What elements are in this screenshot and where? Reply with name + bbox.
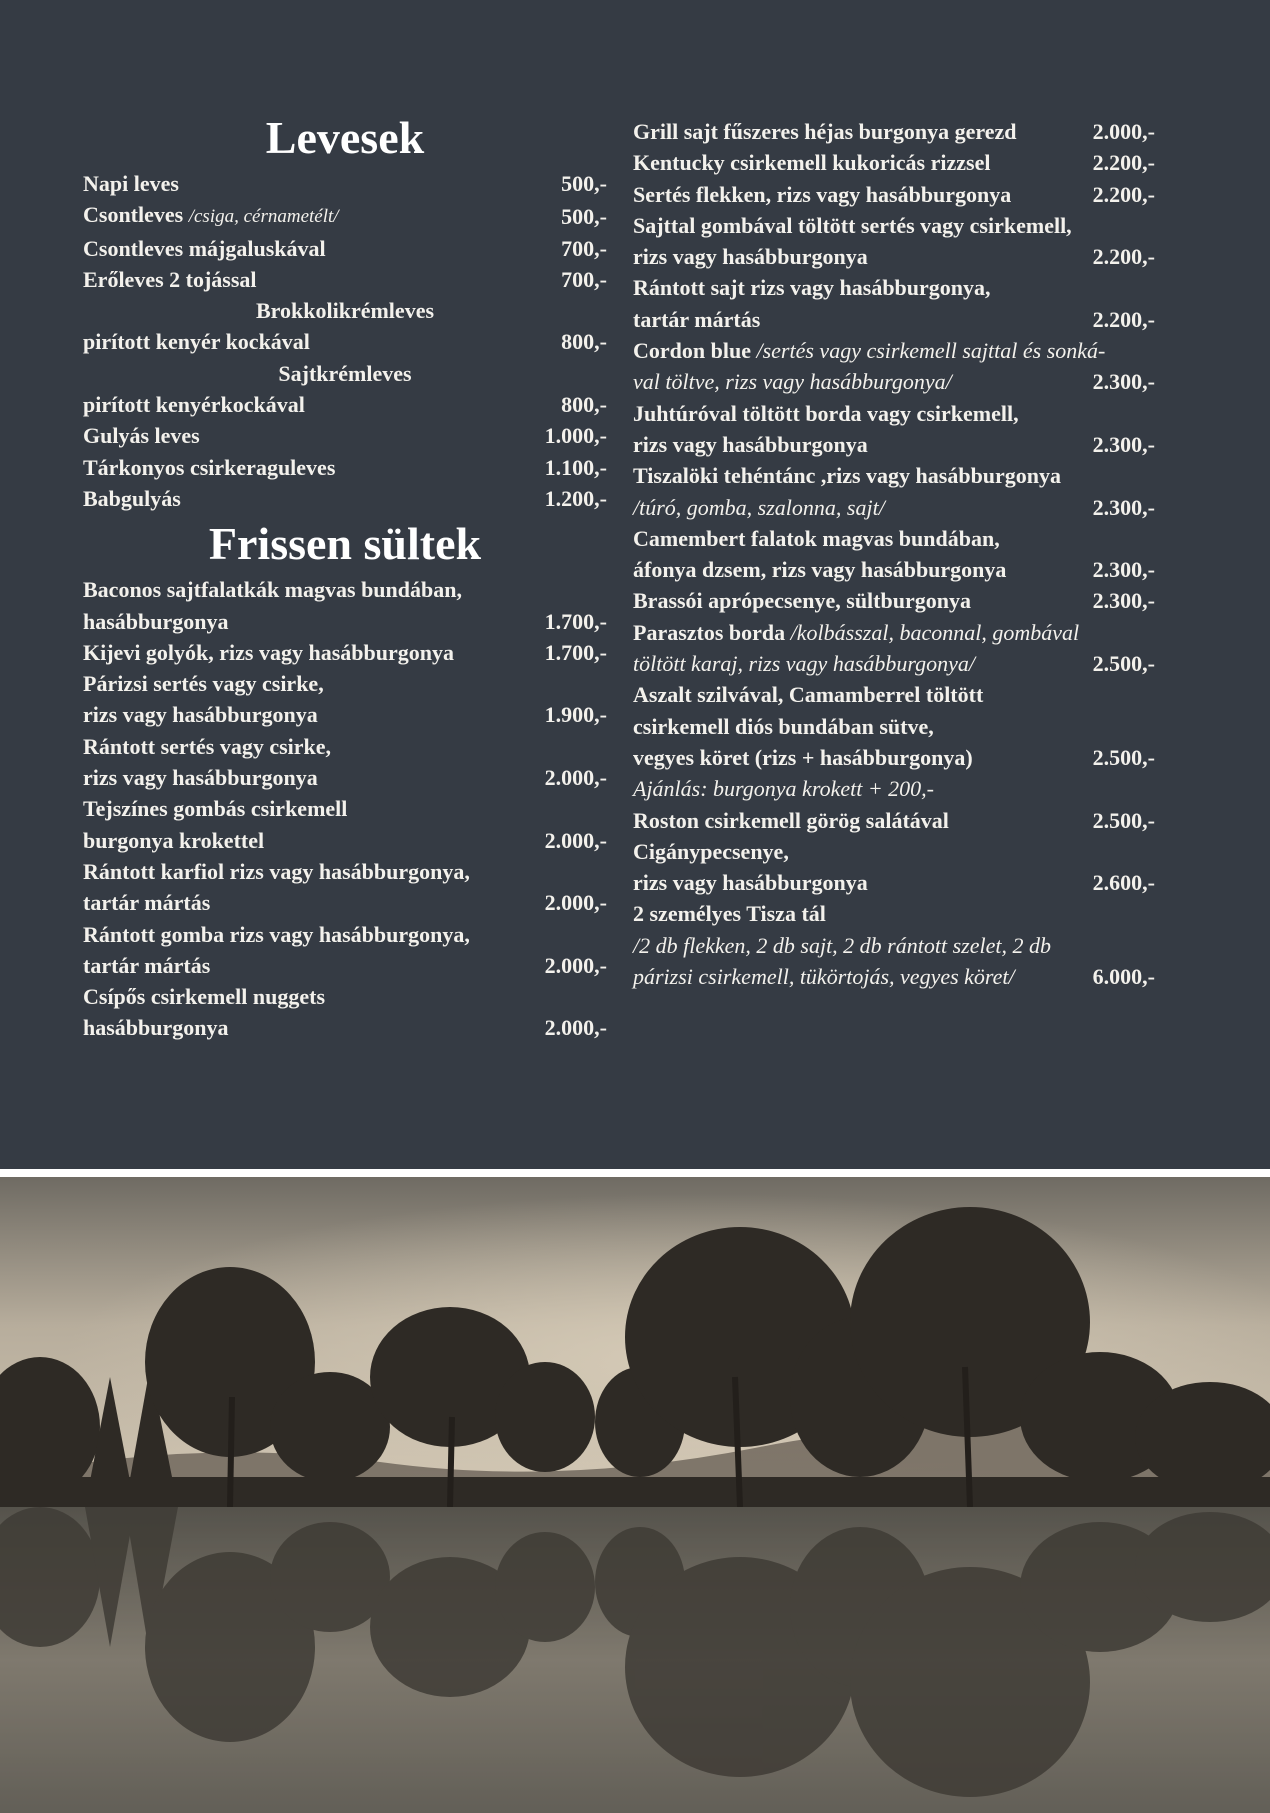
item-name: Roston csirkemell görög salátával	[633, 807, 949, 833]
item-name: Brassói aprópecsenye, sültburgonya	[633, 588, 971, 614]
item-note: /kolbásszal, baconnal, gombával	[785, 619, 1080, 645]
item-price: 700,-	[561, 266, 607, 292]
item-name: Csontleves májgaluskával	[83, 235, 326, 261]
menu-item	[633, 492, 1155, 523]
item-line	[633, 617, 1155, 648]
item-note: val töltve, rizs vagy hasábburgonya/	[633, 369, 952, 395]
item-note: /2 db flekken, 2 db sajt, 2 db rántott szelet, 2 db	[633, 932, 1051, 958]
item-name: hasábburgonya	[83, 608, 229, 634]
item-price: 2.500,-	[1092, 744, 1155, 770]
item-name: Gulyás leves	[83, 423, 200, 449]
item-note: töltött karaj, rizs vagy hasábburgonya/	[633, 651, 976, 677]
item-name: tartár mártás	[633, 306, 761, 332]
item-name: Csontleves	[83, 202, 184, 228]
item-title: Brokkolikrémleves	[255, 298, 435, 324]
menu-item	[83, 199, 607, 232]
item-line	[633, 335, 1155, 366]
menu-item	[83, 233, 607, 264]
menu-item	[633, 585, 1155, 616]
menu-item	[83, 887, 607, 918]
item-name: pirított kenyér kockával	[83, 329, 310, 355]
item-line: 2 személyes Tisza tál	[633, 901, 826, 927]
item-name: Kentucky csirkemell kukoricás rizzsel	[633, 150, 991, 176]
menu-item	[633, 116, 1155, 147]
item-name: burgonya krokettel	[83, 827, 265, 853]
item-line: Rántott karfiol rizs vagy hasábburgonya,	[83, 858, 470, 884]
item-price: 2.000,-	[1092, 119, 1155, 144]
item-price: 2.000,-	[544, 827, 607, 853]
item-line: Rántott gomba rizs vagy hasábburgonya,	[83, 921, 470, 947]
item-name: Erőleves 2 tojással	[83, 266, 257, 292]
item-price: 500,-	[561, 204, 607, 230]
item-line: Sajttal gombával töltött sertés vagy csirkemell,	[633, 212, 1072, 238]
item-line: Aszalt szilvával, Camamberrel töltött	[633, 682, 984, 708]
item-name: rizs vagy hasábburgonya	[633, 431, 868, 457]
item-price: 800,-	[561, 329, 607, 355]
item-price: 2.200,-	[1092, 306, 1155, 332]
menu-item	[83, 264, 607, 295]
menu-item	[633, 241, 1155, 272]
item-line: Cigánypecsenye,	[633, 838, 789, 864]
item-line: Csípős csirkemell nuggets	[83, 984, 325, 1010]
item-price: 2.300,-	[1092, 369, 1155, 395]
menu-item	[83, 606, 607, 637]
item-price: 2.200,-	[1092, 150, 1155, 176]
item-name: Babgulyás	[83, 485, 181, 511]
menu-item	[633, 366, 1155, 397]
menu-item	[83, 326, 607, 357]
item-line: Camembert falatok magvas bundában,	[633, 525, 1000, 551]
menu-item	[633, 179, 1155, 210]
item-line: Tiszalöki tehéntánc ,rizs vagy hasábburgonya	[633, 463, 1062, 489]
item-name: áfonya dzsem, rizs vagy hasábburgonya	[633, 557, 1007, 583]
item-price: 1.100,-	[544, 454, 607, 480]
item-name: Tárkonyos csirkeraguleves	[83, 454, 336, 480]
menu-item	[633, 742, 1155, 773]
item-price: 700,-	[561, 235, 607, 261]
item-note: /sertés vagy csirkemell sajttal és sonká-	[750, 338, 1106, 364]
fried-heading: Frissen sültek	[208, 518, 482, 570]
item-name: tartár mártás	[83, 890, 211, 916]
menu-item	[633, 961, 1155, 992]
item-note: párizsi csirkemell, tükörtojás, vegyes köret/	[633, 964, 1015, 990]
menu-item	[633, 867, 1155, 898]
item-line: Rántott sajt rizs vagy hasábburgonya,	[633, 275, 991, 301]
item-price: 2.300,-	[1092, 431, 1155, 457]
item-price: 2.500,-	[1092, 807, 1155, 833]
menu-item	[633, 554, 1155, 585]
menu-item	[83, 950, 607, 981]
menu-item	[83, 699, 607, 730]
item-price: 1.900,-	[544, 702, 607, 728]
item-name: Grill sajt fűszeres héjas burgonya gerezd	[633, 119, 1017, 144]
item-name: rizs vagy hasábburgonya	[633, 870, 868, 896]
item-name: rizs vagy hasábburgonya	[633, 244, 868, 270]
item-price: 1.700,-	[544, 639, 607, 665]
item-price: 2.300,-	[1092, 494, 1155, 520]
item-price: 2.000,-	[544, 1015, 607, 1041]
item-price: 2.600,-	[1092, 870, 1155, 896]
menu-item	[83, 762, 607, 793]
item-price: 2.000,-	[544, 890, 607, 916]
item-price: 500,-	[561, 171, 607, 196]
item-price: 1.200,-	[544, 485, 607, 511]
item-line: Párizsi sertés vagy csirke,	[83, 671, 324, 697]
item-note: /túró, gomba, szalonna, sajt/	[633, 494, 885, 520]
menu-item	[633, 429, 1155, 460]
item-name: hasábburgonya	[83, 1015, 229, 1041]
item-line: Tejszínes gombás csirkemell	[83, 796, 348, 822]
item-title: Sajtkrémleves	[278, 360, 412, 386]
item-name: Parasztos borda	[633, 619, 786, 645]
item-price: 2.000,-	[544, 765, 607, 791]
right-column	[633, 116, 1155, 992]
item-price: 2.500,-	[1092, 651, 1155, 677]
menu-item	[633, 304, 1155, 335]
item-price: 800,-	[561, 392, 607, 418]
item-name: Sertés flekken, rizs vagy hasábburgonya	[633, 181, 1012, 207]
menu-item	[83, 452, 607, 483]
item-price: 1.700,-	[544, 608, 607, 634]
item-price: 2.300,-	[1092, 588, 1155, 614]
item-name: rizs vagy hasábburgonya	[83, 765, 318, 791]
item-price: 2.300,-	[1092, 557, 1155, 583]
recommendation-note: Ajánlás: burgonya krokett + 200,-	[633, 776, 934, 802]
item-line: Baconos sajtfalatkák magvas bundában,	[83, 577, 462, 603]
menu-item	[83, 825, 607, 856]
item-name: pirított kenyérkockával	[83, 392, 305, 418]
menu-item	[83, 420, 607, 451]
menu-item	[83, 389, 607, 420]
item-name: vegyes köret (rizs + hasábburgonya)	[633, 744, 973, 770]
item-name: Cordon blue	[633, 338, 751, 364]
menu-item	[633, 648, 1155, 679]
item-note: /csiga, cérnametélt/	[188, 206, 339, 228]
item-name: Napi leves	[83, 171, 179, 196]
menu-item	[83, 483, 607, 514]
landscape-photo-icon	[0, 1177, 1270, 1813]
soups-heading: Levesek	[265, 112, 425, 163]
menu-item	[83, 1012, 607, 1043]
item-name: rizs vagy hasábburgonya	[83, 702, 318, 728]
item-price: 2.000,-	[544, 952, 607, 978]
left-column	[83, 108, 607, 1044]
item-line: Juhtúróval töltött borda vagy csirkemell,	[633, 400, 1019, 426]
item-line: Rántott sertés vagy csirke,	[83, 733, 332, 759]
menu-item	[83, 168, 607, 199]
menu-item	[633, 805, 1155, 836]
item-price: 6.000,-	[1092, 964, 1155, 990]
item-name: Kijevi golyók, rizs vagy hasábburgonya	[83, 639, 454, 665]
item-price: 2.200,-	[1092, 244, 1155, 270]
item-price: 2.200,-	[1092, 181, 1155, 207]
item-name: tartár mártás	[83, 952, 211, 978]
menu-item	[633, 147, 1155, 178]
item-line: csirkemell diós bundában sütve,	[633, 713, 934, 739]
lake-trees-photo	[0, 1177, 1270, 1813]
item-price: 1.000,-	[544, 423, 607, 449]
menu-item	[83, 637, 607, 668]
